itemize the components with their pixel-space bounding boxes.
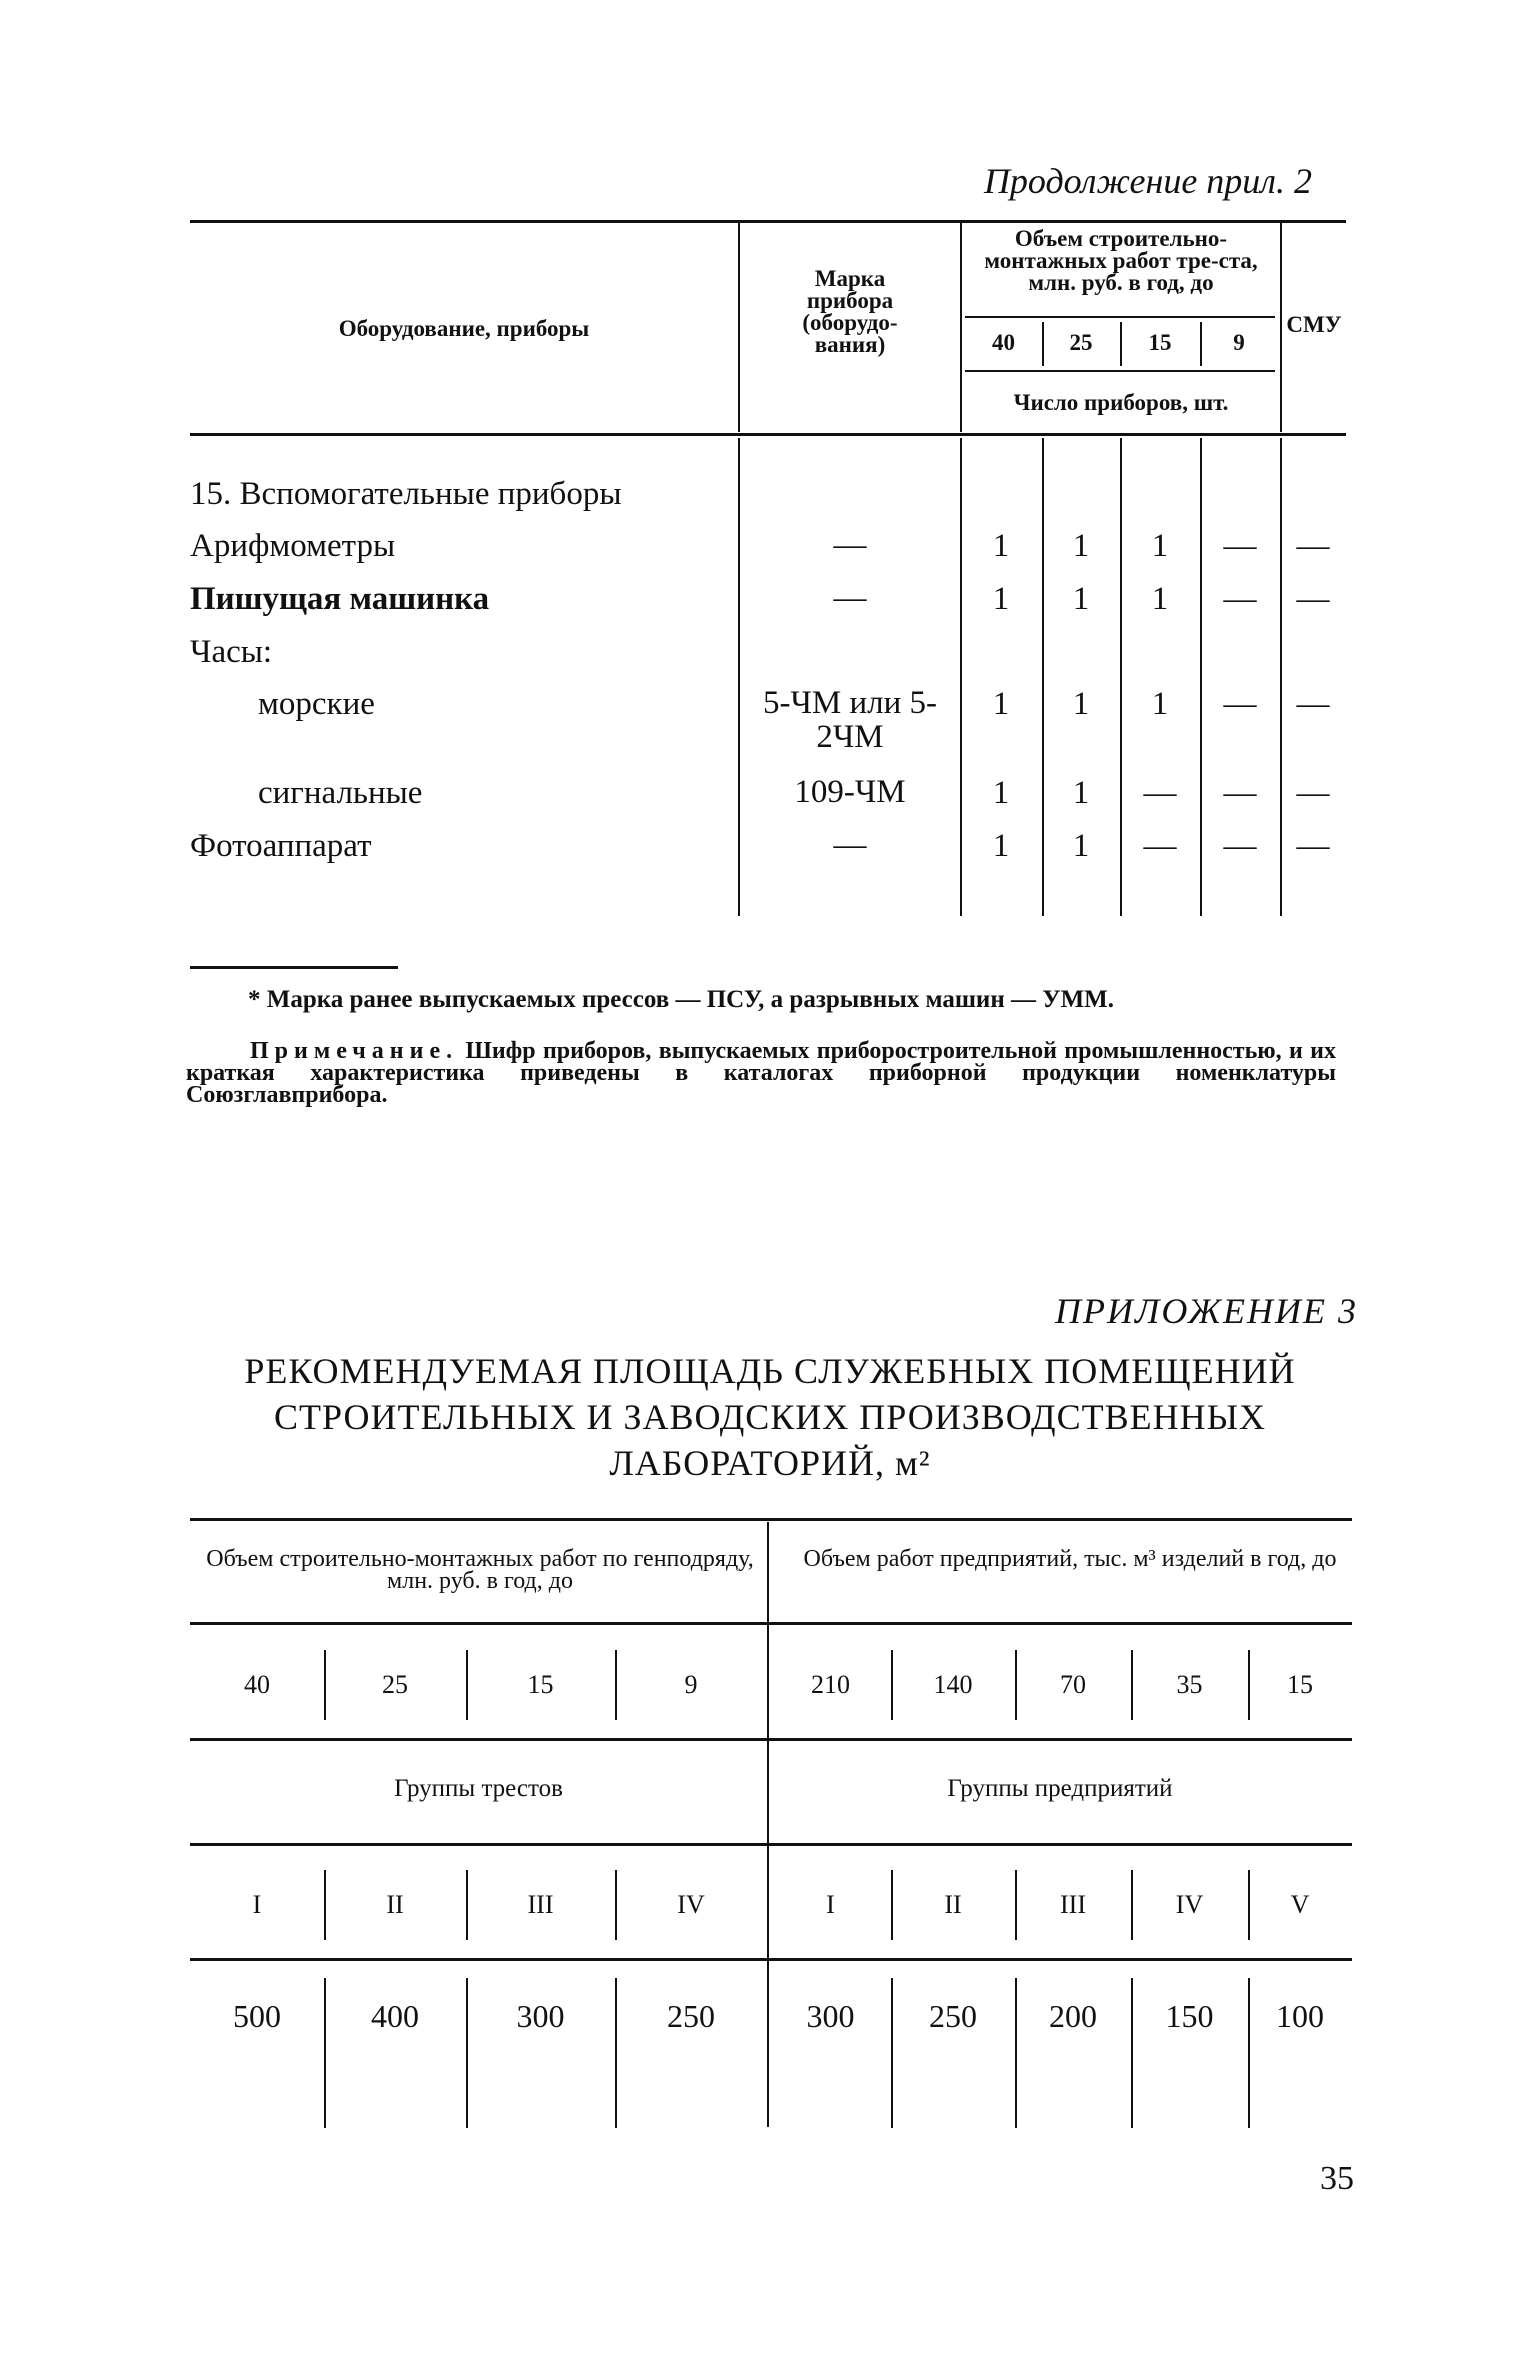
table2-divider bbox=[466, 1978, 468, 2128]
header-smu: СМУ bbox=[1286, 312, 1342, 337]
header-mark: Марка прибора (оборудо-вания) bbox=[802, 266, 898, 357]
left-cell: IV bbox=[677, 1890, 705, 1919]
table1-sub-rule bbox=[965, 316, 1275, 318]
table2-divider bbox=[324, 1978, 326, 2128]
table2-divider bbox=[891, 1870, 893, 1940]
mark-cell: 109-ЧМ bbox=[794, 774, 906, 810]
count-cell: — bbox=[1223, 528, 1257, 564]
table2-center-divider bbox=[767, 1522, 769, 1962]
table2-divider bbox=[615, 1650, 617, 1720]
count-cell: 1 bbox=[1151, 686, 1169, 722]
right-cell: 140 bbox=[933, 1670, 973, 1699]
left-cell: 300 bbox=[516, 1998, 565, 2034]
right-cell: II bbox=[944, 1890, 962, 1919]
left-cell: 250 bbox=[667, 1998, 715, 2034]
count-cell: 1 bbox=[1072, 828, 1090, 864]
right-cell: 200 bbox=[1049, 1998, 1097, 2034]
footnote-rule bbox=[190, 966, 398, 969]
table2-divider bbox=[1131, 1978, 1133, 2128]
left-header: Объем строительно-монтажных работ по генподряду, млн. руб. в год, до bbox=[206, 1546, 754, 1594]
right-cell: 35 bbox=[1176, 1670, 1203, 1699]
left-cell: I bbox=[252, 1890, 262, 1919]
count-cell: 1 bbox=[1151, 528, 1169, 564]
count-cell: 1 bbox=[992, 581, 1010, 617]
mark-cell: — bbox=[833, 580, 867, 616]
page-number: 35 bbox=[1320, 2160, 1354, 2197]
volume-col-header: 25 bbox=[1069, 330, 1093, 355]
mark-cell: — bbox=[833, 827, 867, 863]
count-cell: — bbox=[1296, 528, 1330, 564]
table2-divider bbox=[891, 1650, 893, 1720]
count-cell: 1 bbox=[1151, 581, 1169, 617]
table2-divider bbox=[466, 1650, 468, 1720]
right-cell: 210 bbox=[811, 1670, 850, 1699]
equipment-name: Часы: bbox=[190, 634, 273, 670]
right-cell: 150 bbox=[1165, 1998, 1214, 2034]
count-cell: — bbox=[1223, 581, 1257, 617]
mark-cell: 5-ЧМ или 5-2ЧМ bbox=[762, 685, 938, 755]
right-group-label: Группы предприятий bbox=[947, 1775, 1173, 1802]
header-equipment: Оборудование, приборы bbox=[338, 316, 590, 341]
table2-divider bbox=[1131, 1870, 1133, 1940]
equipment-name: Пишущая машинка bbox=[190, 581, 490, 617]
count-cell: — bbox=[1143, 775, 1177, 811]
count-cell: 1 bbox=[1072, 686, 1090, 722]
volume-col-header: 40 bbox=[992, 330, 1015, 355]
table2-divider bbox=[1248, 1870, 1250, 1940]
right-cell: 100 bbox=[1276, 1998, 1324, 2034]
right-cell: 300 bbox=[806, 1998, 855, 2034]
table2-rule bbox=[190, 1738, 1352, 1741]
left-cell: 500 bbox=[233, 1998, 281, 2034]
table1-body-divider bbox=[738, 438, 740, 916]
equipment-name: морские bbox=[258, 686, 375, 722]
left-group-label: Группы трестов bbox=[394, 1775, 563, 1802]
count-cell: — bbox=[1143, 828, 1177, 864]
volume-col-header: 9 bbox=[1233, 330, 1245, 355]
header-count: Число приборов, шт. bbox=[1013, 390, 1229, 415]
count-cell: 1 bbox=[992, 775, 1010, 811]
left-cell: 15 bbox=[527, 1670, 554, 1699]
sub-divider bbox=[1042, 322, 1044, 366]
volume-col-header: 15 bbox=[1148, 330, 1172, 355]
right-cell: III bbox=[1060, 1890, 1086, 1919]
table2-divider bbox=[1248, 1978, 1250, 2128]
table1-sub-rule bbox=[965, 370, 1275, 372]
header-volume: Объем строительно-монтажных работ тре-ста, млн. руб. в год, до bbox=[984, 226, 1258, 295]
right-cell: 70 bbox=[1060, 1670, 1086, 1699]
table2-rule bbox=[190, 1518, 1352, 1521]
count-cell: — bbox=[1223, 828, 1257, 864]
right-cell: IV bbox=[1175, 1890, 1204, 1919]
count-cell: 1 bbox=[1072, 581, 1090, 617]
table1-divider bbox=[738, 222, 740, 432]
right-cell: V bbox=[1290, 1890, 1310, 1919]
table2-divider bbox=[615, 1978, 617, 2128]
equipment-name: 15. Вспомогательные приборы bbox=[190, 476, 622, 512]
table2-center-divider bbox=[767, 1962, 769, 2127]
footnote: * Марка ранее выпускаемых прессов — ПСУ, а разрывных машин — УММ. bbox=[248, 986, 1115, 1013]
left-cell: 25 bbox=[382, 1670, 408, 1699]
count-cell: — bbox=[1296, 686, 1330, 722]
left-cell: 9 bbox=[684, 1670, 698, 1699]
table1-top-rule bbox=[190, 220, 1346, 223]
table2-rule bbox=[190, 1843, 1352, 1846]
count-cell: 1 bbox=[1072, 528, 1090, 564]
sub-divider bbox=[1200, 322, 1202, 366]
mark-cell: — bbox=[833, 527, 867, 563]
right-header: Объем работ предприятий, тыс. м³ изделий в год, до bbox=[803, 1546, 1337, 1572]
table2-divider bbox=[615, 1870, 617, 1940]
count-cell: — bbox=[1296, 775, 1330, 811]
count-cell: — bbox=[1296, 581, 1330, 617]
table2-divider bbox=[1015, 1978, 1017, 2128]
note bbox=[186, 1040, 1336, 1106]
sub-divider bbox=[1120, 322, 1122, 366]
table2-divider bbox=[1131, 1650, 1133, 1720]
table1-header-rule bbox=[190, 433, 1346, 436]
title-line: РЕКОМЕНДУЕМАЯ ПЛОЩАДЬ СЛУЖЕБНЫХ ПОМЕЩЕНИЙ bbox=[244, 1351, 1296, 1391]
title-line: СТРОИТЕЛЬНЫХ И ЗАВОДСКИХ ПРОИЗВОДСТВЕННЫХ bbox=[274, 1397, 1266, 1437]
left-cell: III bbox=[527, 1890, 554, 1919]
equipment-name: сигнальные bbox=[258, 775, 423, 811]
appendix-label: ПРИЛОЖЕНИЕ 3 bbox=[1055, 1291, 1358, 1331]
table2-divider bbox=[1015, 1650, 1017, 1720]
table2-divider bbox=[466, 1870, 468, 1940]
table2-divider bbox=[324, 1870, 326, 1940]
equipment-name: Фотоаппарат bbox=[190, 828, 372, 864]
equipment-name: Арифмометры bbox=[190, 528, 396, 564]
table2-divider bbox=[1015, 1870, 1017, 1940]
count-cell: — bbox=[1223, 686, 1257, 722]
table2-rule bbox=[190, 1622, 1352, 1625]
table2-divider bbox=[1248, 1650, 1250, 1720]
count-cell: 1 bbox=[992, 686, 1010, 722]
table2-divider bbox=[324, 1650, 326, 1720]
table2-divider bbox=[891, 1978, 893, 2128]
note-text: Шифр приборов, выпускаемых приборостроительной промышленностью, и их краткая характеристика приведены в каталогах приборной продукции номенклатуры Союзглавприбора. bbox=[186, 1038, 1336, 1108]
right-cell: 15 bbox=[1287, 1670, 1313, 1699]
count-cell: 1 bbox=[992, 528, 1010, 564]
count-cell: 1 bbox=[992, 828, 1010, 864]
title-line: ЛАБОРАТОРИЙ, м² bbox=[609, 1443, 931, 1483]
right-cell: 250 bbox=[929, 1998, 977, 2034]
left-cell: II bbox=[386, 1890, 404, 1919]
count-cell: 1 bbox=[1072, 775, 1090, 811]
right-cell: I bbox=[826, 1890, 835, 1919]
count-cell: — bbox=[1223, 775, 1257, 811]
count-cell: — bbox=[1296, 828, 1330, 864]
left-cell: 400 bbox=[371, 1998, 419, 2034]
continuation-label: Продолжение прил. 2 bbox=[983, 161, 1312, 201]
table2-rule bbox=[190, 1958, 1352, 1961]
left-cell: 40 bbox=[244, 1670, 270, 1699]
note-label: Примечание. bbox=[250, 1038, 459, 1064]
